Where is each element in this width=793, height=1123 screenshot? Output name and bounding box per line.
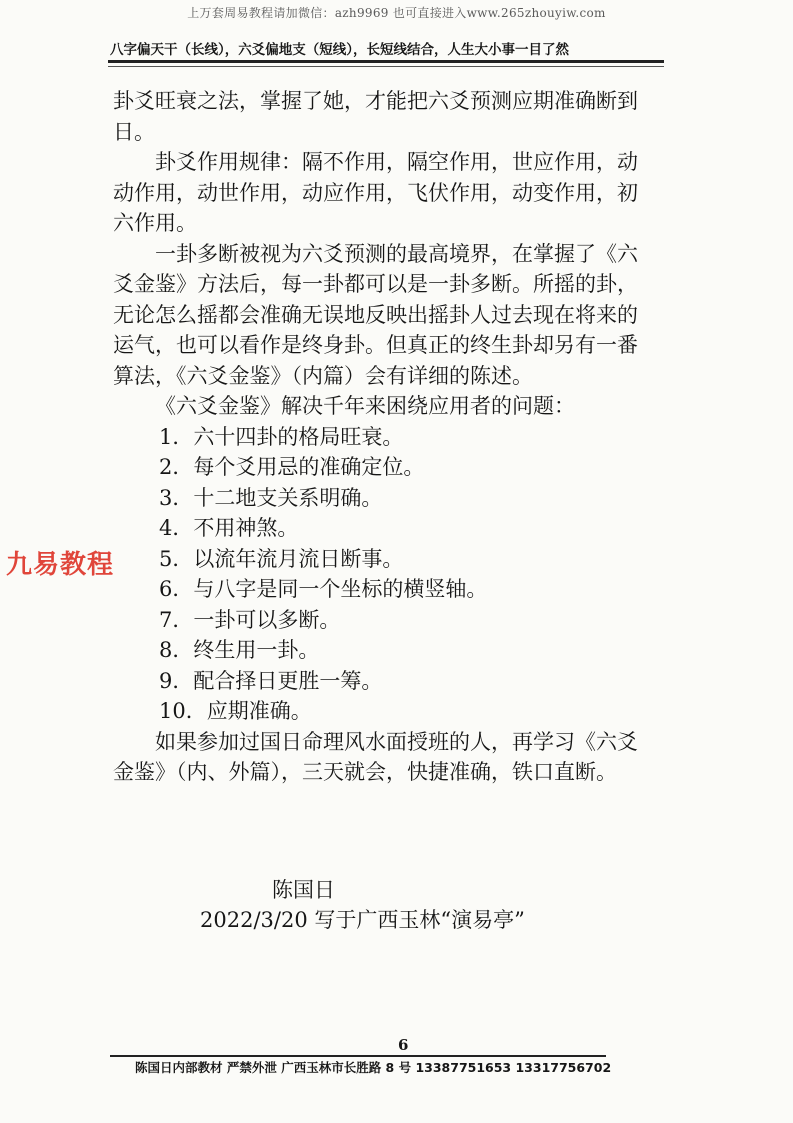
list-item: 7．一卦可以多断。 <box>159 607 341 632</box>
date-line: 2022/3/20 写于广西玉林“演易亭” <box>200 908 525 932</box>
author-signature: 陈国日 <box>272 878 335 902</box>
list-item: 10．应期准确。 <box>159 699 312 723</box>
paragraph-2: 卦爻作用规律：隔不作用，隔空作用，世应作用，动动作用，动世作用，动应作用，飞伏作用，动变作用，初六作用。 <box>113 150 638 235</box>
list-item: 8．终生用一卦。 <box>159 638 320 662</box>
paragraph-1: 卦爻旺衰之法，掌握了她，才能把六爻预测应期准确断到日。 <box>113 89 638 144</box>
list-item: 4．不用神煞。 <box>159 516 299 540</box>
list-item: 1．六十四卦的格局旺衰。 <box>159 424 404 449</box>
list-item: 9．配合择日更胜一筹。 <box>159 668 383 693</box>
header-rule-thin <box>108 66 664 67</box>
list-item: 6．与八字是同一个坐标的横竖轴。 <box>159 577 488 601</box>
page-number: 6 <box>398 1036 409 1054</box>
paragraph-5: 如果参加过国日命理风水面授班的人，再学习《六爻金鉴》（内、外篇），三天就会，快捷准确，铁口直断。 <box>113 729 638 784</box>
footer-rule <box>110 1055 606 1057</box>
list-item: 2．每个爻用忌的准确定位。 <box>159 455 425 479</box>
top-watermark: 上万套周易教程请加微信：azh9969 也可直接进入www.265zhouyiw.com <box>187 6 606 20</box>
paragraph-4: 《六爻金鉴》解决千年来困绕应用者的问题： <box>155 394 575 418</box>
list-item: 3．十二地支关系明确。 <box>159 485 383 510</box>
header-rule-thick <box>108 60 664 63</box>
paragraph-3: 一卦多断被视为六爻预测的最高境界，在掌握了《六爻金鉴》方法后，每一卦都可以是一卦多断。所摇的卦，无论怎么摇都会准确无误地反映出摇卦人过去现在将来的运气，也可以看作是终身卦。但真正的终生卦却另有一番算法，《六爻金鉴》（内篇）会有详细的陈述。 <box>113 241 638 388</box>
body-text <box>113 86 653 788</box>
list-item: 5．以流年流月流日断事。 <box>159 546 404 571</box>
side-watermark: 九易教程 <box>6 550 115 580</box>
running-header: 八字偏天干（长线），六爻偏地支（短线），长短线结合，人生大小事一目了然 <box>110 42 569 58</box>
footer-text: 陈国日内部教材 严禁外泄 广西玉林市长胜路 8 号 13387751653 13317756702 <box>135 1060 612 1075</box>
